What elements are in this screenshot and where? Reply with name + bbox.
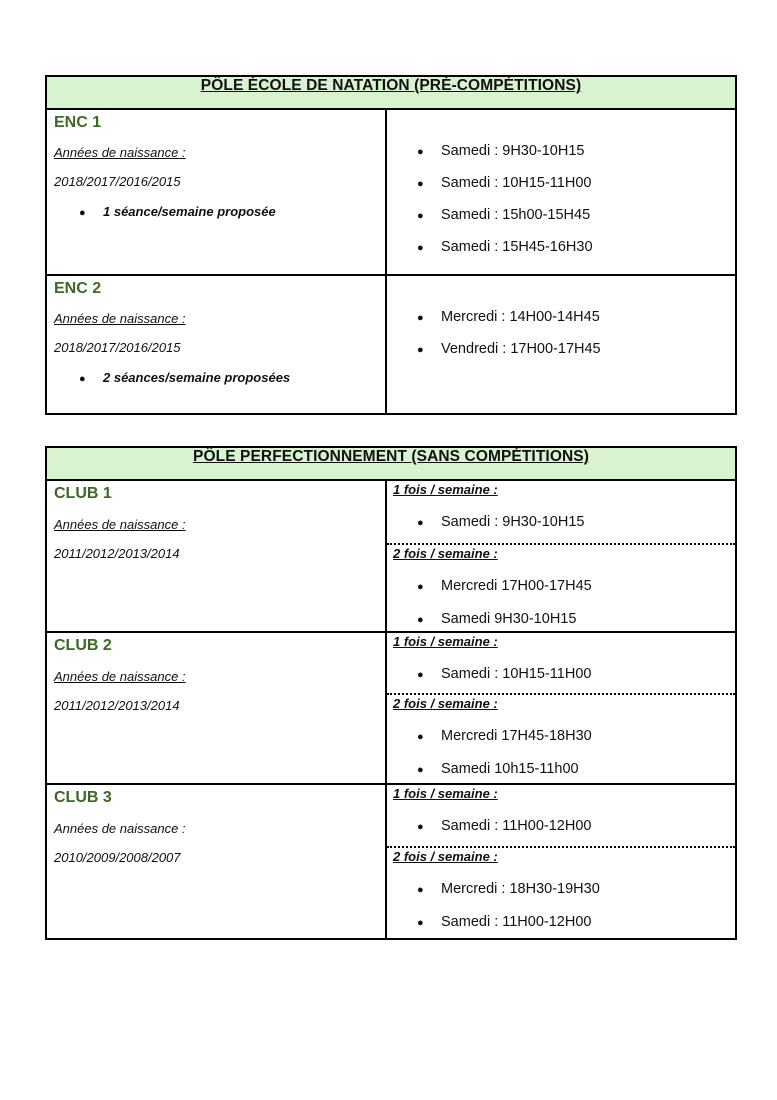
bullet-icon: ● bbox=[417, 581, 424, 593]
enc2-info-cell bbox=[46, 275, 386, 414]
birth-years-label: Années de naissance : bbox=[54, 145, 186, 160]
twice-per-week-label: 2 fois / semaine : bbox=[393, 546, 498, 561]
pole-ecole-title: PÔLE ÉCOLE DE NATATION (PRÉ-COMPÉTITIONS) bbox=[46, 76, 736, 109]
club1-info-cell bbox=[46, 480, 386, 632]
twice-per-week-label: 2 fois / semaine : bbox=[393, 849, 498, 864]
schedule-item: ● Samedi : 9H30-10H15 bbox=[417, 514, 585, 530]
schedule-item: ● Mercredi : 18H30-19H30 bbox=[417, 881, 600, 897]
club2-schedule-cell bbox=[386, 632, 736, 784]
dotted-separator bbox=[387, 543, 735, 545]
bullet-icon: ● bbox=[417, 884, 424, 896]
birth-years: 2018/2017/2016/2015 bbox=[54, 340, 181, 355]
birth-years-label: Années de naissance : bbox=[54, 669, 186, 684]
club2-info-cell bbox=[46, 632, 386, 784]
enc1-info-cell bbox=[46, 109, 386, 275]
bullet-icon: ● bbox=[417, 669, 424, 681]
birth-years: 2018/2017/2016/2015 bbox=[54, 174, 181, 189]
schedule-item: ● Mercredi : 14H00-14H45 bbox=[417, 309, 600, 325]
schedule-item: ● Samedi : 10H15-11H00 bbox=[417, 666, 592, 682]
bullet-icon: ● bbox=[79, 373, 86, 385]
once-per-week-label: 1 fois / semaine : bbox=[393, 786, 498, 801]
schedule-item: ● Mercredi 17H45-18H30 bbox=[417, 728, 592, 744]
group-name: CLUB 2 bbox=[54, 637, 112, 654]
schedule-item: ● Vendredi : 17H00-17H45 bbox=[417, 341, 601, 357]
once-per-week-label: 1 fois / semaine : bbox=[393, 482, 498, 497]
bullet-icon: ● bbox=[417, 614, 424, 626]
club3-schedule-cell bbox=[386, 784, 736, 939]
bullet-icon: ● bbox=[417, 210, 424, 222]
schedule-item: ● Samedi : 15h00-15H45 bbox=[417, 207, 591, 223]
bullet-icon: ● bbox=[417, 731, 424, 743]
bullet-icon: ● bbox=[417, 821, 424, 833]
schedule-item: ● Samedi : 10H15-11H00 bbox=[417, 175, 592, 191]
bullet-icon: ● bbox=[417, 917, 424, 929]
bullet-icon: ● bbox=[417, 764, 424, 776]
birth-years: 2011/2012/2013/2014 bbox=[54, 546, 180, 561]
bullet-icon: ● bbox=[417, 242, 424, 254]
pole-perf-title: PÔLE PERFECTIONNEMENT (SANS COMPÉTITIONS) bbox=[46, 447, 736, 480]
bullet-icon: ● bbox=[417, 344, 424, 356]
birth-years-label: Années de naissance : bbox=[54, 311, 186, 326]
group-name: CLUB 3 bbox=[54, 789, 112, 806]
bullet-icon: ● bbox=[417, 178, 424, 190]
once-per-week-label: 1 fois / semaine : bbox=[393, 634, 498, 649]
schedule-item: ● Samedi 9H30-10H15 bbox=[417, 611, 577, 627]
birth-years-label: Années de naissance : bbox=[54, 821, 186, 836]
dotted-separator bbox=[387, 693, 735, 695]
sessions-note: ● 2 séances/semaine proposées bbox=[79, 370, 291, 385]
schedule-item: ● Samedi : 11H00-12H00 bbox=[417, 914, 592, 930]
bullet-icon: ● bbox=[417, 517, 424, 529]
enc2-schedule-cell bbox=[386, 275, 736, 414]
schedule-item: ● Mercredi 17H00-17H45 bbox=[417, 578, 592, 594]
twice-per-week-label: 2 fois / semaine : bbox=[393, 696, 498, 711]
bullet-icon: ● bbox=[417, 146, 424, 158]
bullet-icon: ● bbox=[79, 207, 86, 219]
birth-years: 2010/2009/2008/2007 bbox=[54, 850, 181, 865]
group-name: ENC 2 bbox=[54, 280, 102, 297]
pole-ecole-table bbox=[45, 75, 737, 415]
bullet-icon: ● bbox=[417, 312, 424, 324]
birth-years: 2011/2012/2013/2014 bbox=[54, 698, 180, 713]
group-name: CLUB 1 bbox=[54, 485, 112, 502]
birth-years-label: Années de naissance : bbox=[54, 517, 186, 532]
schedule-item: ● Samedi : 11H00-12H00 bbox=[417, 818, 592, 834]
group-name: ENC 1 bbox=[54, 114, 102, 131]
schedule-item: ● Samedi : 9H30-10H15 bbox=[417, 143, 585, 159]
club3-info-cell bbox=[46, 784, 386, 939]
pole-perf-table bbox=[45, 446, 737, 940]
club1-schedule-cell bbox=[386, 480, 736, 632]
enc1-schedule-cell bbox=[386, 109, 736, 275]
dotted-separator bbox=[387, 846, 735, 848]
schedule-item: ● Samedi 10h15-11h00 bbox=[417, 761, 579, 777]
sessions-note: ● 1 séance/semaine proposée bbox=[79, 204, 276, 219]
schedule-item: ● Samedi : 15H45-16H30 bbox=[417, 239, 593, 255]
